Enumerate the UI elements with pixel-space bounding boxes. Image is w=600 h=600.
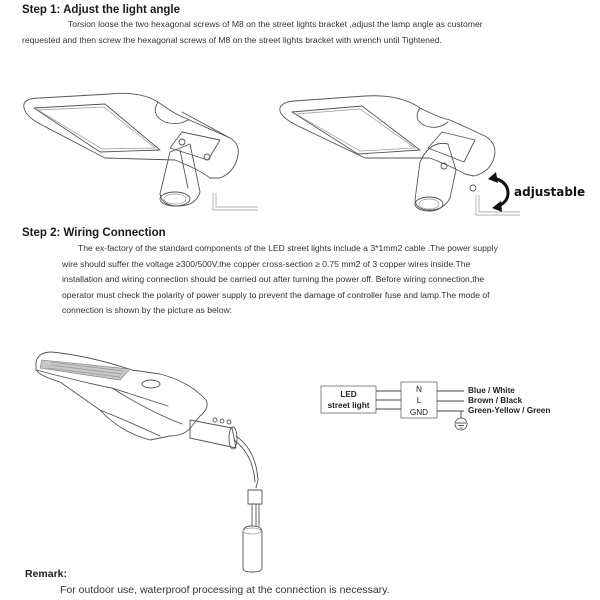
- led-fins: [40, 360, 130, 380]
- output-wires: [437, 391, 464, 418]
- terminal-n: N: [416, 385, 422, 394]
- remark-text: For outdoor use, waterproof processing at the connection is necessary.: [60, 584, 390, 596]
- mount-tube: [190, 418, 237, 449]
- power-cable: [234, 436, 262, 526]
- led-source-label-line1: LED: [340, 390, 357, 399]
- hex-wrench-icon: [213, 193, 258, 210]
- lamp-head: [280, 96, 495, 176]
- step2-body-line5: connection is shown by the picture as below:: [62, 305, 233, 315]
- rotate-arrows-icon: [488, 172, 508, 212]
- step1-body-line2: requested and then screw the hexagonal screws of M8 on the street lights bracket with wrench until Tightened.: [22, 34, 442, 45]
- lamp-head: [24, 93, 239, 178]
- wire-color-n: Blue / White: [468, 386, 515, 395]
- lamp-figure-adjustable: [270, 60, 600, 220]
- adjustable-label: adjustable: [514, 185, 586, 199]
- step1-body: [22, 17, 547, 48]
- led-source-label-line2: street light: [327, 401, 370, 410]
- step1-body-line1: Torsion loose the two hexagonal screws of M8 on the street lights bracket ,adjust the lamp angle as customer: [68, 19, 483, 29]
- terminal-gnd: GND: [409, 408, 429, 417]
- source-to-terminal-wires: [376, 391, 401, 409]
- lamp-bracket: [160, 132, 220, 206]
- driver-connector: [243, 526, 262, 572]
- wiring-diagram: [318, 380, 600, 440]
- wire-color-l: Brown / Black: [468, 396, 523, 405]
- step2-body-line3: installation and wiring connection should be carried out after turning the power off. Before wiring connection,the: [62, 274, 485, 284]
- step2-body-line2: wire should suffer the voltage ≥300/500V,the copper cross-section ≥ 0.75 mm2 of 3 copper wires inside.The: [62, 258, 471, 269]
- terminal-l: L: [416, 396, 422, 405]
- step2-body: [62, 241, 566, 319]
- lamp-wiring-figure: [0, 340, 300, 575]
- lamp-bracket: [415, 132, 476, 211]
- remark-title: Remark:: [25, 568, 68, 580]
- step2-body-line4: operator must check the polarity of power supply to prevent the damage of controller fuse and lamp.The mode of: [62, 289, 490, 300]
- lamp-figure-before: [0, 60, 300, 220]
- ground-icon: [455, 418, 467, 430]
- step2-title: Step 2: Wiring Connection: [22, 227, 166, 239]
- step2-body-line1: The ex-factory of the standard components of the LED street lights include a 3*1mm2 cable .The power supply: [78, 243, 498, 253]
- step1-title: Step 1: Adjust the light angle: [22, 4, 181, 16]
- wire-color-gnd: Green-Yellow / Green: [468, 406, 551, 415]
